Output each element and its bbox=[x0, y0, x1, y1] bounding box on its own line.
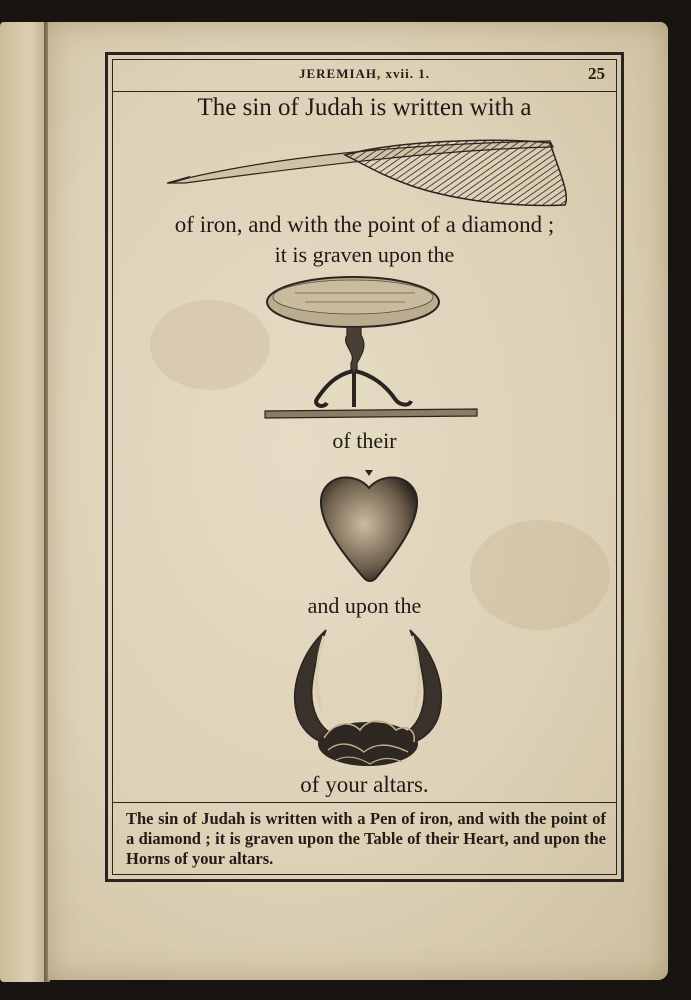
rebus-line-6: of your altars. bbox=[300, 772, 429, 797]
page-number: 25 bbox=[588, 64, 605, 83]
verse-box bbox=[112, 802, 617, 875]
rebus-line-1: The sin of Judah is written with a bbox=[197, 94, 532, 121]
quill-pen-icon bbox=[165, 133, 575, 213]
verse-text: The sin of Judah is written with a Pen of iron, and with the point of a diamond ; it is graven upon the Table of their Heart, and upon the Horns of your altars. bbox=[126, 809, 606, 868]
rebus-line-5: and upon the bbox=[307, 593, 422, 618]
horns-icon bbox=[288, 626, 448, 771]
table-icon bbox=[265, 275, 480, 425]
rebus-line-4: of their bbox=[332, 428, 397, 453]
rebus-line-2: of iron, and with the point of a diamond ; bbox=[174, 212, 555, 237]
running-head-title: JEREMIAH, xvii. 1. bbox=[298, 66, 431, 81]
rebus-line-3: it is graven upon the bbox=[274, 242, 455, 267]
running-head bbox=[112, 62, 617, 92]
heart-icon bbox=[318, 466, 420, 584]
left-page-edge bbox=[0, 22, 50, 982]
